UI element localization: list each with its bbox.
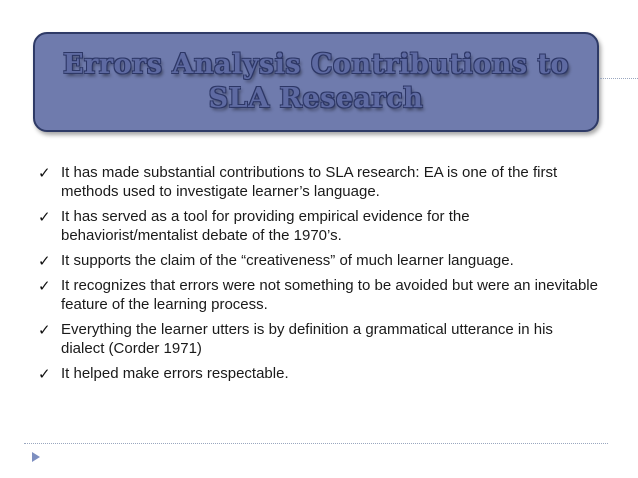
title-box	[33, 32, 599, 132]
slide-title-line-1: Errors Analysis Contributions to	[63, 49, 569, 80]
bullet-item	[38, 320, 598, 358]
slide-title	[63, 48, 569, 116]
dotted-divider-top	[600, 78, 638, 79]
bullet-text: It supports the claim of the “creativeness” of much learner language.	[61, 252, 514, 269]
slide-title-line-2: SLA Research	[208, 83, 424, 114]
bullet-item	[38, 364, 598, 383]
bullet-text: It helped make errors respectable.	[61, 365, 289, 382]
check-mark-icon: ✓	[38, 365, 51, 383]
bullet-item	[38, 251, 598, 270]
triangle-marker-icon	[32, 452, 40, 462]
check-mark-icon: ✓	[38, 321, 51, 339]
bullet-text: It has served as a tool for providing empirical evidence for the behaviorist/mentalist debate of the 1970’s.	[61, 208, 470, 244]
bullet-text: It has made substantial contributions to SLA research: EA is one of the first methods used to investigate learner’s language.	[61, 164, 558, 200]
check-mark-icon: ✓	[38, 277, 51, 295]
bullet-list	[38, 163, 598, 389]
bullet-item	[38, 276, 598, 314]
check-mark-icon: ✓	[38, 208, 51, 226]
check-mark-icon: ✓	[38, 164, 51, 182]
bullet-item	[38, 207, 598, 245]
bullet-text: It recognizes that errors were not something to be avoided but were an inevitable feature of the learning process.	[61, 277, 598, 313]
dotted-divider-bottom	[24, 443, 608, 444]
bullet-text: Everything the learner utters is by definition a grammatical utterance in his dialect (Corder 1971)	[61, 321, 553, 357]
check-mark-icon: ✓	[38, 252, 51, 270]
bullet-item	[38, 163, 598, 201]
